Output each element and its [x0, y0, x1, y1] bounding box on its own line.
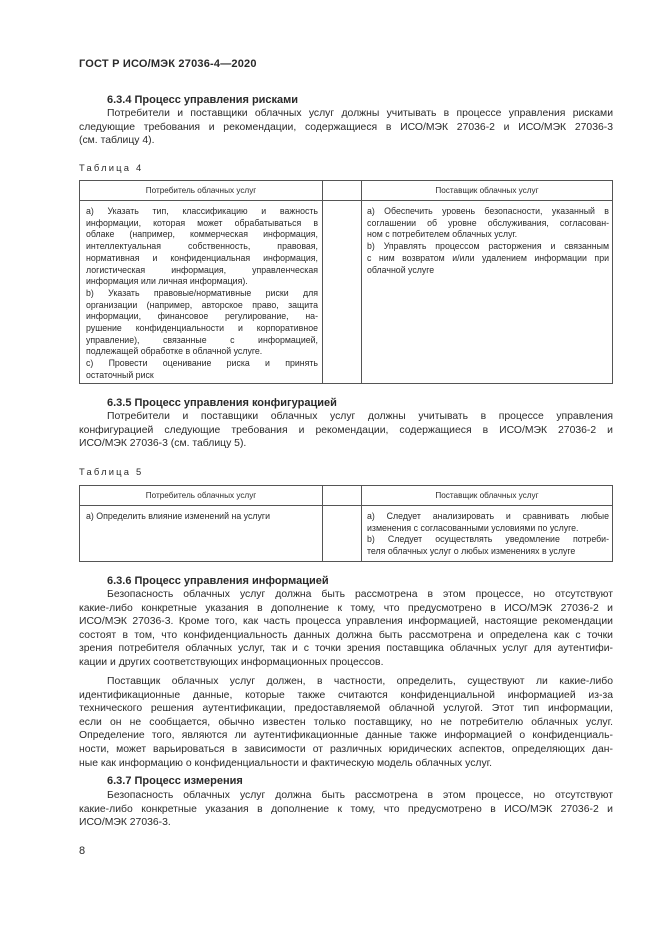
- document-header: ГОСТ Р ИСО/МЭК 27036-4—2020: [79, 58, 257, 70]
- cell-line: организации (например, авторское право, защита: [86, 299, 318, 310]
- cell-line: b) Следует осуществлять уведомление потреби-: [367, 534, 609, 545]
- cell-line: информации, финансовое регулирование, на-: [86, 311, 318, 322]
- cell-line: облаке (например, коммерческая информация,: [86, 229, 318, 240]
- paragraph-line: ИСО/МЭК 27036-3 (см. таблицу 5).: [79, 438, 247, 450]
- paragraph-line: зрения потребителя облачных услуг, так и с точки зрения поставщика облачных услуг для аутентифи-: [79, 643, 613, 655]
- paragraph-line: Безопасность облачных услуг должна быть рассмотрена в этом процессе, но отсутствуют: [107, 589, 613, 600]
- table-5: [79, 485, 613, 562]
- paragraph-line: какие-либо конкретные указания в дополнение к тому, что предусмотрено в ИСО/МЭК 27036-2 и: [79, 803, 613, 815]
- table-4-provider-cell: [367, 206, 609, 276]
- paragraph-line: какие-либо конкретные указания в дополнение к тому, что предусмотрено в ИСО/МЭК 27036-2 и: [79, 602, 613, 614]
- table-5-caption: Таблица 5: [79, 466, 144, 477]
- section-6-3-5-heading: 6.3.5 Процесс управления конфигурацией: [107, 397, 337, 409]
- cell-line: a) Следует анализировать и сравнивать любые: [367, 511, 609, 521]
- cell-line: a) Обеспечить уровень безопасности, указанный в: [367, 206, 609, 216]
- cell-line: информации, которая может обрабатываться в: [86, 217, 318, 228]
- cell-line: информация или личная информация).: [86, 276, 248, 287]
- cell-line: управление), связанные с информацией,: [86, 334, 318, 345]
- paragraph-line: Потребители и поставщики облачных услуг должны учитывать в процессе управления: [107, 411, 613, 422]
- table-4-consumer-cell: [86, 206, 318, 382]
- paragraph-line: состоят в том, что конфиденциальность данных должна быть рассмотрена и определена как с точки: [79, 629, 613, 641]
- paragraph-line: (см. таблицу 4).: [79, 135, 155, 147]
- cell-line: остаточный риск: [86, 369, 154, 380]
- table-divider: [322, 181, 323, 383]
- paragraph-line: Поставщик облачных услуг должен, в частности, определить, существуют ли какие-либо: [107, 676, 613, 687]
- table-5-consumer-cell: [86, 511, 318, 523]
- cell-line: c) Провести оценивание риска и принять: [86, 358, 318, 369]
- section-6-3-6-paragraph-1: [79, 588, 613, 670]
- cell-line: облачной услуге: [367, 264, 435, 275]
- cell-line: логистическая информация, управленческая: [86, 264, 318, 275]
- cell-line: a) Указать тип, классификацию и важность: [86, 206, 318, 216]
- table-divider: [322, 486, 323, 561]
- paragraph-line: Безопасность облачных услуг должна быть рассмотрена в этом процессе, но отсутствуют: [107, 790, 613, 801]
- section-6-3-7-paragraph: [79, 789, 613, 830]
- section-6-3-6-paragraph-2: [79, 675, 613, 770]
- cell-line: подлежащей обработке в облачной услуге.: [86, 346, 263, 357]
- table-4: [79, 180, 613, 384]
- table-4-header-consumer: Потребитель облачных услуг: [145, 186, 257, 195]
- cell-line: интеллектуальная собственность, правовая,: [86, 241, 318, 252]
- cell-line: с ним возвратом и/или удалением информации при: [367, 252, 609, 263]
- cell-line: нормативная и конфиденциальная информация,: [86, 252, 318, 263]
- section-6-3-6-heading: 6.3.6 Процесс управления информацией: [107, 575, 329, 587]
- table-4-header-provider: Поставщик облачных услуг: [435, 186, 539, 195]
- section-6-3-4-paragraph: [79, 107, 613, 148]
- section-6-3-5-paragraph: [79, 410, 613, 451]
- paragraph-line: ИСО/МЭК 27036-3.: [79, 817, 171, 829]
- page-number: 8: [79, 845, 86, 857]
- table-5-header-consumer: Потребитель облачных услуг: [145, 491, 257, 500]
- cell-line: рушение конфиденциальности и корпоративное: [86, 323, 318, 334]
- paragraph-line: Потребители и поставщики облачных услуг должны учитывать в процессе управления рисками: [107, 108, 613, 119]
- cell-line: b) Управлять процессом расторжения и связанным: [367, 241, 609, 252]
- section-6-3-7-heading: 6.3.7 Процесс измерения: [107, 775, 243, 787]
- cell-line: a) Определить влияние изменений на услуги: [86, 511, 271, 521]
- paragraph-line: если он не сообщается, обычно известен только поставщику, но не потребителю облачных услуг.: [79, 716, 613, 728]
- paragraph-line: идентификационные данные, которые также считаются конфиденциальной информацией из-за: [79, 689, 613, 701]
- table-5-header-provider: Поставщик облачных услуг: [435, 491, 539, 500]
- cell-line: ном с потребителем облачных услуг.: [367, 229, 518, 240]
- paragraph-line: ИСО/МЭК 27036-3. Кроме того, как часть процесса управления информацией, настоящие рекомендации: [79, 616, 613, 628]
- cell-line: соглашении об уровне обслуживания, согласован-: [367, 217, 609, 228]
- cell-line: изменения с согласованными условиями по услуге.: [367, 522, 579, 533]
- paragraph-line: кации и других соответствующих информационных процессов.: [79, 656, 384, 668]
- cell-line: теля облачных услуг о любых изменениях в услуге: [367, 546, 576, 557]
- paragraph-line: ности, может варьироваться в зависимости от различных юридических аспектов, определяющих дан-: [79, 743, 613, 755]
- paragraph-line: конфигурацией следующие требования и рекомендации, содержащиеся в ИСО/МЭК 27036-2 и: [79, 424, 613, 436]
- cell-line: b) Указать правовые/нормативные риски для: [86, 287, 318, 298]
- table-5-provider-cell: [367, 511, 609, 558]
- paragraph-line: ные как информацию о конфиденциальности и фактическую модель облачных услуг.: [79, 757, 493, 769]
- paragraph-line: Определение того, являются ли аутентификационные данные также информацией о конфиденциаль-: [79, 730, 613, 742]
- section-6-3-4-heading: 6.3.4 Процесс управления рисками: [107, 94, 299, 106]
- table-divider: [361, 181, 362, 383]
- paragraph-line: следующие требования и рекомендации, содержащиеся в ИСО/МЭК 27036-2 и ИСО/МЭК 27036-3: [79, 121, 613, 133]
- paragraph-line: технического решения аутентификации, предоставляемой облачной услугой. Этот тип информации,: [79, 703, 613, 715]
- table-4-caption: Таблица 4: [79, 162, 144, 173]
